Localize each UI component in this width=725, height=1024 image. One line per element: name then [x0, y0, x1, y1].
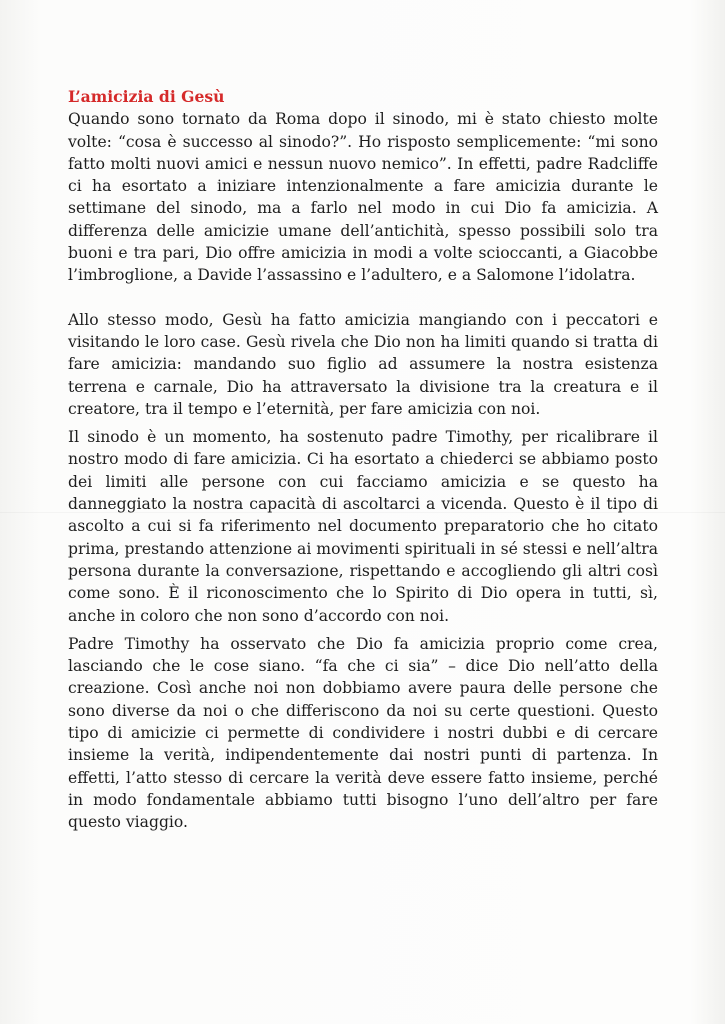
- paragraph-2: Allo stesso modo, Gesù ha fatto amicizia mangiando con i peccatori e visitando le loro case. Gesù rivela che Dio non ha limiti quando si tratta di fare amicizia: mandando suo figlio ad assumere la nostra esistenza terrena e carnale, Dio ha attraversato la divisione tra la creatura e il creatore, tra il tempo e l’eternità, per fare amicizia con noi.: [68, 310, 658, 418]
- article-title: L’amicizia di Gesù: [68, 87, 225, 106]
- paragraph-1: Quando sono tornato da Roma dopo il sinodo, mi è stato chiesto molte volte: “cosa è successo al sinodo?”. Ho risposto semplicemente: “mi sono fatto molti nuovi amici e nessun nuovo nemico”. In effetti, padre Radcliffe ci ha esortato a iniziare intenzionalmente a fare amicizia durante le settimane del sinodo, ma a farlo nel modo in cui Dio fa amicizia. A differenza delle amicizie umane dell’antichità, spesso possibili solo tra buoni e tra pari, Dio offre amicizia in modi a volte scioccanti, a Giacobbe l’imbroglione, a Davide l’assassino e l’adultero, e a Salomone l’idolatra.: [68, 110, 658, 285]
- article: [68, 86, 658, 834]
- paragraph-3: Il sinodo è un momento, ha sostenuto padre Timothy, per ricalibrare il nostro modo di fare amicizia. Ci ha esortato a chiederci se abbiamo posto dei limiti alle persone con cui facciamo amicizia e se questo ha danneggiato la nostra capacità di ascoltarci a vicenda. Questo è il tipo di ascolto a cui si fa riferimento nel documento preparatorio che ho citato prima, prestando attenzione ai movimenti spirituali in sé stessi e nell’altra persona durante la conversazione, rispettando e accogliendo gli altri così come sono. È il riconoscimento che lo Spirito di Dio opera in tutti, sì, anche in coloro che non sono d’accordo con noi.: [68, 428, 658, 625]
- paragraph-4: Padre Timothy ha osservato che Dio fa amicizia proprio come crea, lasciando che le cose siano. “fa che ci sia” – dice Dio nell’atto della creazione. Così anche noi non dobbiamo avere paura delle persone che sono diverse da noi o che differiscono da noi su certe questioni. Questo tipo di amicizie ci permette di condividere i nostri dubbi e di cercare insieme la verità, indipendentemente dai nostri punti di partenza. In effetti, l’atto stesso di cercare la verità deve essere fatto insieme, perché in modo fondamentale abbiamo tutti bisogno l’uno dell’altro per fare questo viaggio.: [68, 634, 658, 832]
